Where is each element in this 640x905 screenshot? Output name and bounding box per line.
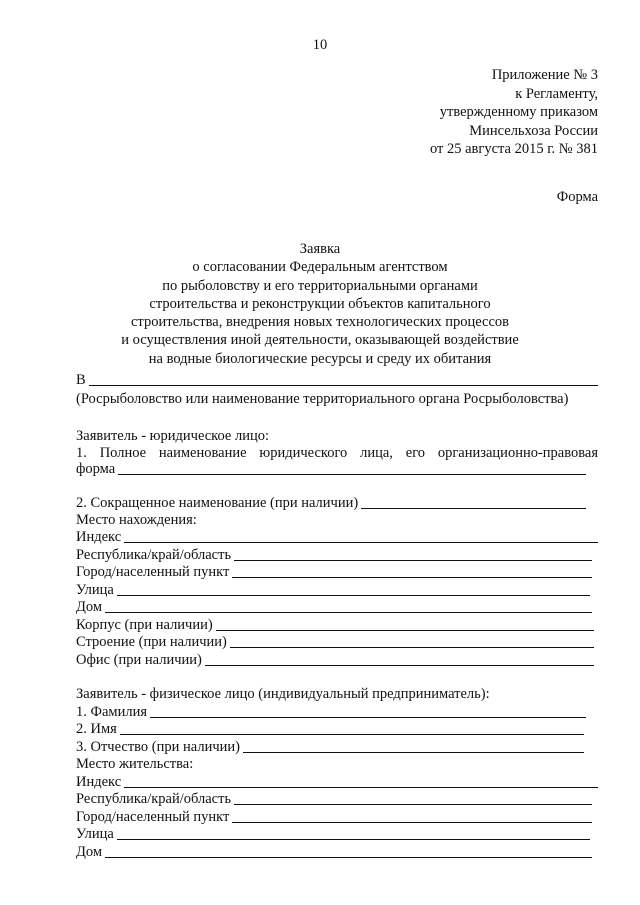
title-line: на водные биологические ресурсы и среду их обитания: [148, 350, 492, 367]
legal-house-label: Дом: [76, 599, 103, 615]
title-line: и осуществления иной деятельности, оказывающей воздействие: [121, 332, 519, 349]
legal-full-name-label-2: форма: [76, 461, 116, 477]
individual-index-row: [76, 773, 598, 791]
legal-house-row: [76, 598, 592, 616]
title-line: Заявка: [299, 241, 341, 257]
individual-house-row: [76, 843, 592, 861]
legal-building-row: [76, 616, 594, 634]
addressee-prefix: В: [76, 372, 86, 388]
legal-region-field[interactable]: [234, 560, 592, 561]
addressee-row: [76, 371, 598, 389]
appendix-line: к Регламенту,: [515, 85, 598, 102]
legal-region-row: [76, 546, 592, 564]
form-label: Форма: [556, 189, 598, 205]
legal-office-row: [76, 651, 594, 669]
individual-residence-heading: Место жительства:: [76, 756, 194, 772]
addressee-hint: (Росрыболовство или наименование территориального органа Росрыболовства): [76, 391, 569, 407]
legal-house-field[interactable]: [105, 612, 592, 613]
legal-full-name-label: 1. Полное наименование юридического лица, его организационно-правовая: [76, 445, 598, 461]
legal-street-row: [76, 581, 590, 599]
legal-location-heading: Место нахождения:: [76, 512, 197, 528]
individual-house-field[interactable]: [105, 857, 592, 858]
legal-street-label: Улица: [76, 582, 114, 598]
document-title: [0, 240, 640, 368]
individual-region-label: Республика/край/область: [76, 791, 232, 807]
individual-patronymic-label: 3. Отчество (при наличии): [76, 739, 240, 755]
legal-full-name-field[interactable]: [118, 474, 586, 475]
appendix-line: Приложение № 3: [491, 67, 598, 83]
individual-index-label: Индекс: [76, 774, 122, 790]
legal-city-row: [76, 563, 592, 581]
individual-street-row: [76, 825, 590, 843]
appendix-block: [430, 66, 598, 159]
individual-region-row: [76, 790, 592, 808]
appendix-line: от 25 августа 2015 г. № 381: [429, 141, 598, 157]
individual-heading: Заявитель - физическое лицо (индивидуальный предприниматель):: [76, 686, 490, 702]
individual-city-field[interactable]: [232, 822, 592, 823]
individual-house-label: Дом: [76, 844, 103, 860]
individual-patronymic-row: [76, 738, 584, 756]
legal-full-name-row: [76, 460, 586, 478]
individual-name-field[interactable]: [120, 734, 584, 735]
legal-structure-label: Строение (при наличии): [76, 634, 227, 650]
legal-short-name-row: [76, 494, 586, 512]
individual-city-label: Город/населенный пункт: [76, 809, 230, 825]
legal-city-label: Город/населенный пункт: [76, 564, 230, 580]
individual-name-label: 2. Имя: [76, 721, 117, 737]
legal-building-label: Корпус (при наличии): [76, 617, 213, 633]
individual-surname-row: [76, 703, 586, 721]
individual-surname-field[interactable]: [150, 717, 586, 718]
legal-building-field[interactable]: [216, 630, 594, 631]
legal-index-row: [76, 528, 598, 546]
individual-street-field[interactable]: [117, 839, 590, 840]
individual-region-field[interactable]: [234, 804, 592, 805]
title-line: о согласовании Федеральным агентством: [192, 259, 448, 276]
legal-index-field[interactable]: [124, 542, 598, 543]
legal-short-name-field[interactable]: [361, 508, 586, 509]
title-line: строительства, внедрения новых технологических процессов: [131, 314, 509, 331]
individual-city-row: [76, 808, 592, 826]
title-line: по рыболовству и его территориальными органами: [162, 277, 478, 294]
legal-street-field[interactable]: [117, 595, 590, 596]
page-number: 10: [312, 37, 328, 53]
legal-short-name-label: 2. Сокращенное наименование (при наличии): [76, 495, 359, 511]
appendix-line: утвержденному приказом: [439, 104, 598, 120]
individual-index-field[interactable]: [124, 787, 598, 788]
individual-surname-label: 1. Фамилия: [76, 704, 147, 720]
legal-structure-field[interactable]: [230, 647, 594, 648]
legal-index-label: Индекс: [76, 529, 122, 545]
legal-office-label: Офис (при наличии): [76, 652, 202, 668]
individual-patronymic-field[interactable]: [243, 752, 584, 753]
legal-office-field[interactable]: [205, 665, 594, 666]
legal-city-field[interactable]: [232, 577, 592, 578]
individual-name-row: [76, 720, 584, 738]
appendix-line: Минсельхоза России: [469, 122, 598, 139]
individual-street-label: Улица: [76, 826, 114, 842]
legal-heading: Заявитель - юридическое лицо:: [76, 428, 270, 444]
legal-region-label: Республика/край/область: [76, 547, 232, 563]
addressee-field[interactable]: [89, 385, 598, 386]
legal-structure-row: [76, 633, 594, 651]
title-line: строительства и реконструкции объектов капитального: [149, 295, 491, 312]
